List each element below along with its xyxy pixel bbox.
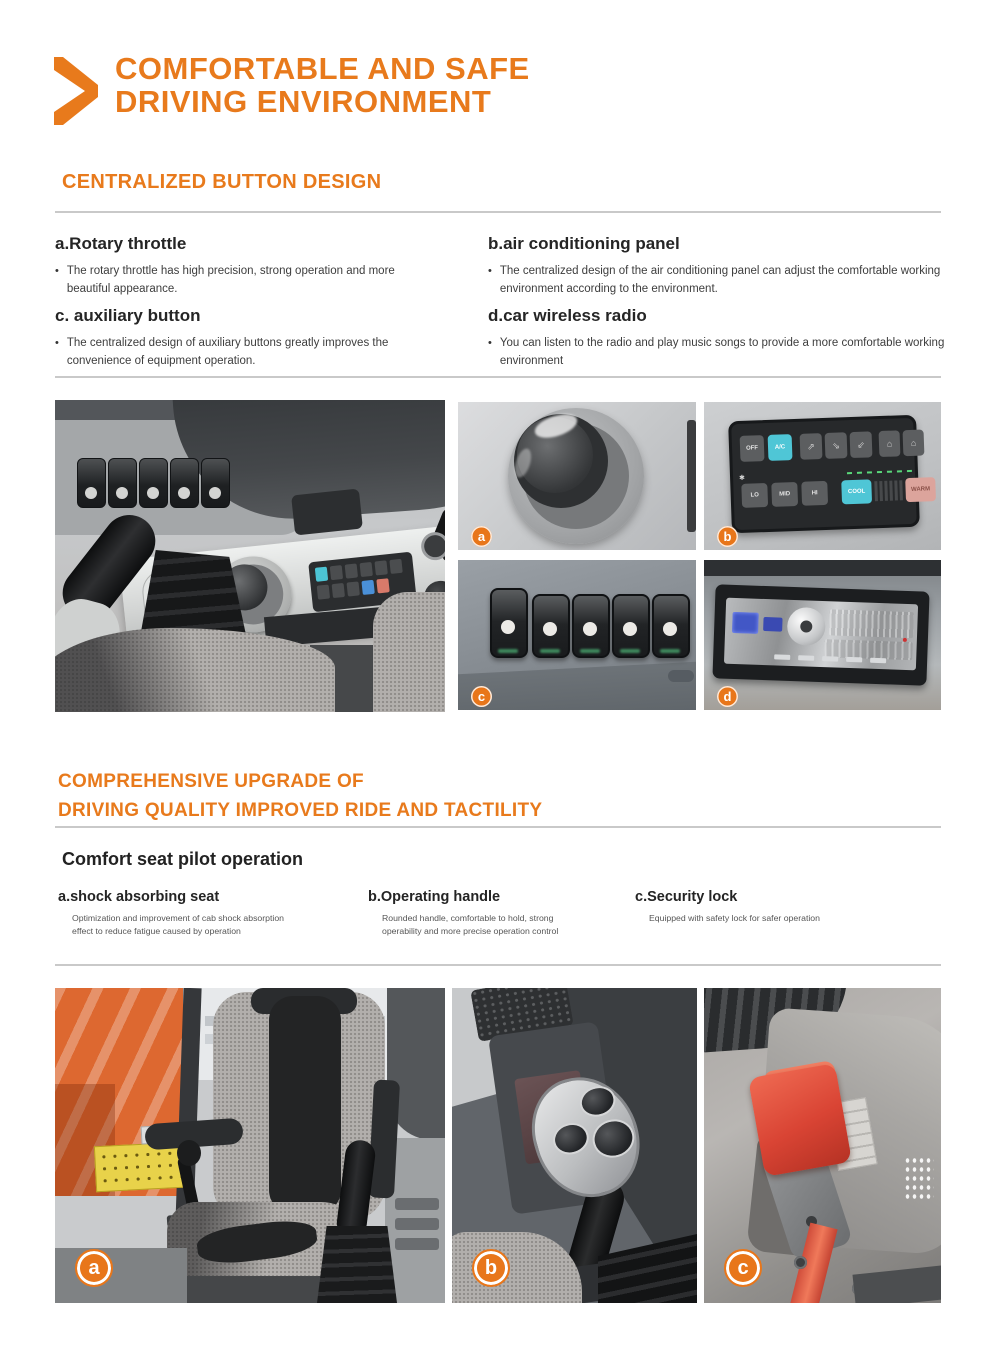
feature-security-lock bbox=[635, 889, 909, 925]
ac-control-panel bbox=[728, 415, 931, 533]
feature-title: a.Rotary throttle bbox=[55, 234, 187, 253]
feature-desc: The centralized design of the air conditioning panel can adjust the comfortable working environment according to the environment. bbox=[499, 265, 941, 295]
rocker-switch bbox=[572, 594, 610, 658]
photo-badge-a: a bbox=[471, 526, 492, 547]
feature-desc: The centralized design of auxiliary buttons greatly improves the convenience of equipment operation. bbox=[66, 337, 389, 367]
airflow-icon: ⇗ bbox=[800, 433, 823, 460]
section2-heading-line1: COMPREHENSIVE UPGRADE OF bbox=[58, 771, 364, 792]
seat-back bbox=[373, 592, 445, 712]
photo-badge-c: c bbox=[724, 1249, 762, 1287]
warning-sticker bbox=[94, 1142, 184, 1193]
photo-badge-b: b bbox=[472, 1249, 510, 1287]
rocker-switch bbox=[612, 594, 650, 658]
airflow-icon: ⇙ bbox=[850, 431, 873, 458]
photo-badge-b: b bbox=[717, 526, 738, 547]
bullet: • bbox=[55, 265, 59, 277]
ac-ac-button: A/C bbox=[768, 434, 793, 461]
feature-wireless-radio bbox=[488, 306, 966, 371]
seat-cushion bbox=[55, 628, 335, 712]
security-lock-lever bbox=[748, 1063, 852, 1177]
radio-volume-knob bbox=[787, 607, 826, 646]
photo-rotary-throttle bbox=[458, 402, 696, 550]
ac-off-button: OFF bbox=[740, 435, 765, 462]
feature-title: b.Operating handle bbox=[368, 889, 501, 905]
defrost-icon: ⌂ bbox=[903, 430, 925, 457]
section2-subheading: Comfort seat pilot operation bbox=[62, 849, 304, 869]
chevron-icon bbox=[52, 55, 100, 132]
fan-icon: ✱ bbox=[738, 474, 746, 482]
rocker-switch bbox=[139, 458, 168, 508]
feature-title: a.shock absorbing seat bbox=[58, 889, 220, 905]
photo-badge-d: d bbox=[717, 686, 738, 707]
feature-desc: Equipped with safety lock for safer operation bbox=[649, 913, 820, 923]
rocker-switch bbox=[532, 594, 570, 658]
bullet: • bbox=[488, 337, 492, 349]
photo-badge-a: a bbox=[75, 1249, 113, 1287]
ac-cool-button: COOL bbox=[841, 479, 872, 504]
feature-title: c. auxiliary button bbox=[55, 306, 201, 325]
radio-faceplate bbox=[724, 598, 918, 671]
ac-warm-button: WARM bbox=[905, 477, 936, 502]
bullet: • bbox=[488, 265, 492, 277]
divider bbox=[55, 211, 941, 213]
handle-button bbox=[549, 1119, 592, 1159]
radio-bezel bbox=[712, 584, 929, 685]
rocker-switch bbox=[490, 588, 528, 658]
ac-lo-button: LO bbox=[741, 483, 768, 508]
rocker-switch bbox=[108, 458, 137, 508]
section1-heading: CENTRALIZED BUTTON DESIGN bbox=[62, 171, 382, 193]
feature-auxiliary-button bbox=[55, 306, 440, 371]
airflow-icon: ⇘ bbox=[825, 432, 848, 459]
feature-title: b.air conditioning panel bbox=[488, 234, 680, 253]
feature-desc: Optimization and improvement of cab shock absorption effect to reduce fatigue caused by operation bbox=[72, 913, 284, 937]
ac-mid-button: MID bbox=[771, 482, 798, 507]
feature-title: c.Security lock bbox=[635, 889, 738, 905]
photo-badge-c: c bbox=[471, 686, 492, 707]
bullet: • bbox=[55, 337, 59, 349]
radio-display bbox=[732, 612, 759, 634]
photo-operating-handle bbox=[452, 988, 697, 1303]
feature-desc: Rounded handle, comfortable to hold, strong operability and more precise operation control bbox=[382, 913, 559, 937]
rocker-switch bbox=[652, 594, 690, 658]
divider bbox=[55, 376, 941, 378]
temp-indicator-bars bbox=[874, 480, 903, 501]
page-title bbox=[115, 52, 530, 119]
photo-security-lock bbox=[704, 988, 941, 1303]
section2-heading-line2: DRIVING QUALITY IMPROVED RIDE AND TACTILITY bbox=[58, 799, 543, 821]
divider bbox=[55, 964, 941, 966]
feature-title: d.car wireless radio bbox=[488, 306, 647, 325]
ignition-switch bbox=[423, 534, 445, 558]
photo-cab-console bbox=[55, 400, 445, 712]
ac-hi-button: HI bbox=[801, 481, 828, 506]
feature-desc: The rotary throttle has high precision, strong operation and more beautiful appearance. bbox=[66, 265, 395, 295]
rocker-switch bbox=[77, 458, 106, 508]
photo-car-radio bbox=[704, 560, 941, 710]
page-title-line1: COMFORTABLE AND SAFE bbox=[115, 51, 530, 86]
page-title-line2: DRIVING ENVIRONMENT bbox=[115, 84, 492, 120]
photo-auxiliary-buttons bbox=[458, 560, 696, 710]
feature-desc: You can listen to the radio and play music songs to provide a more comfortable working environment bbox=[499, 337, 945, 367]
section2-heading bbox=[58, 768, 542, 825]
photo-shock-absorbing-seat bbox=[55, 988, 445, 1303]
feature-operating-handle bbox=[368, 889, 562, 939]
rocker-switch bbox=[201, 458, 230, 508]
feature-ac-panel bbox=[488, 234, 960, 299]
divider bbox=[55, 826, 941, 828]
throttle-dial bbox=[508, 408, 644, 544]
photo-ac-panel bbox=[704, 402, 941, 550]
defrost-icon: ⌂ bbox=[879, 430, 901, 457]
rocker-switch bbox=[170, 458, 199, 508]
joystick-boot bbox=[317, 1226, 397, 1303]
feature-rotary-throttle bbox=[55, 234, 440, 299]
handle-button bbox=[588, 1114, 639, 1162]
feature-shock-absorbing-seat bbox=[58, 889, 284, 939]
